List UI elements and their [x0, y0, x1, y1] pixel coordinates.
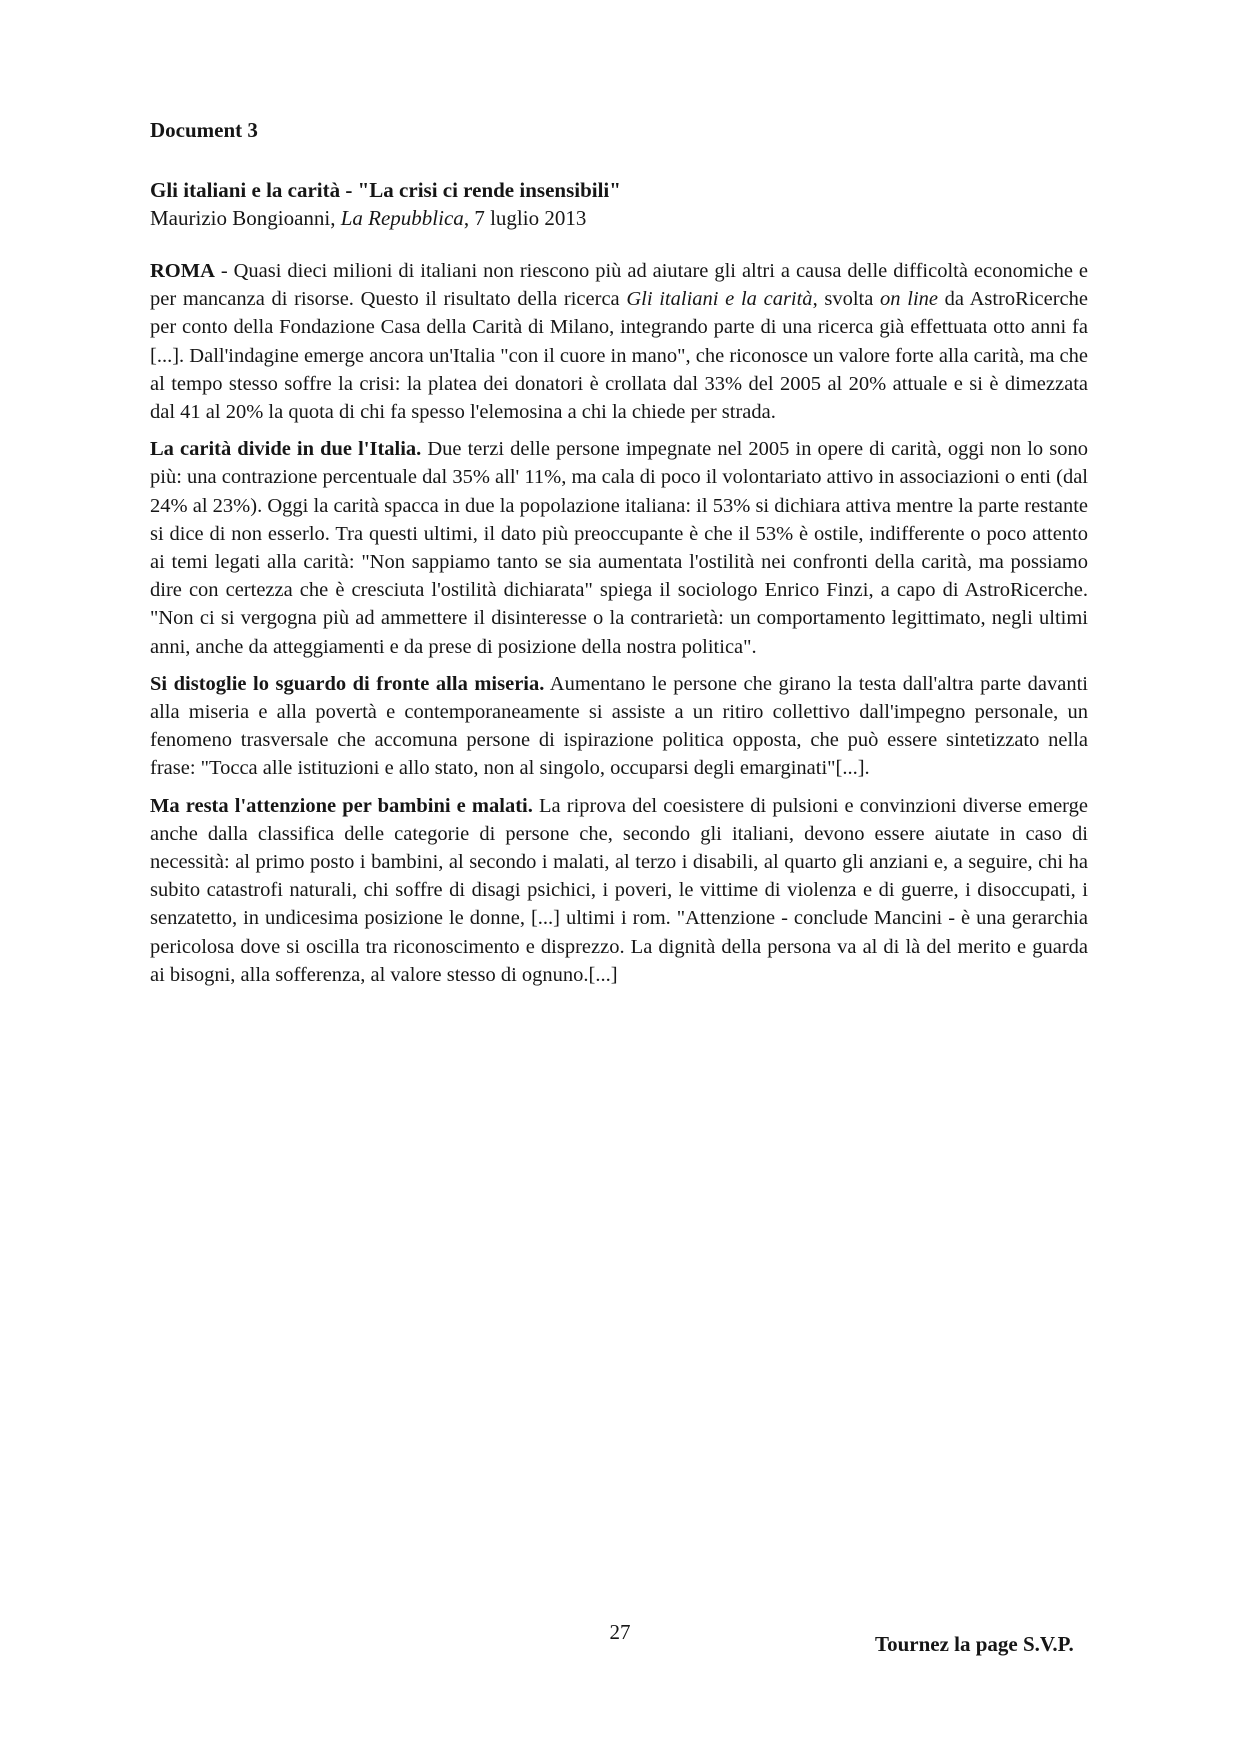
article-title: Gli italiani e la carità - "La crisi ci rende insensibili": [150, 178, 621, 202]
article-byline: [150, 205, 586, 231]
paragraph-text: Due terzi delle persone impegnate nel 2005 in opere di carità, oggi non lo sono più: una contrazione percentuale dal 35% all' 11%, ma cala di poco il volontariato attivo in associazioni o enti (dal 24% al 23%). Oggi la carità spacca in due la popolazione italiana: il 53% si dichiara attiva mentre la parte restante si dice di non esserlo. Tra questi ultimi, il dato più preoccupante è che il 53% è ostile, indifferente o poco attento ai temi legati alla carità: "Non sappiamo tanto se sia aumentata l'ostilità nei confronti della carità, ma possiamo dire con certezza che è cresciuta l'ostilità dichiarata" spiega il sociologo Enrico Finzi, a capo di AstroRicerche. "Non ci si vergogna più ad ammettere il disinteresse o la contrarietà: un comportamento legittimato, negli ultimi anni, anche da atteggiamenti e da prese di posizione della nostra politica".: [150, 438, 1088, 658]
paragraph-text: da AstroRicerche per conto della Fondazione Casa della Carità di Milano, integrando parte di una ricerca già effettuata otto anni fa [...]. Dall'indagine emerge ancora un'Italia "con il cuore in mano", che riconosce un valore forte alla carità, ma che al tempo stesso soffre la crisi: la platea dei donatori è crollata dal 33% del 2005 al 20% attuale e si è dimezzata dal 41 al 20% la quota di chi fa spesso l'elemosina a chi la chiede per strada.: [150, 288, 1088, 424]
paragraph-divide: [150, 435, 1088, 661]
paragraph-bambini: [150, 792, 1088, 989]
paragraph-text: - Quasi dieci milioni di italiani non riescono più ad aiutare gli altri a causa delle difficoltà economiche e per mancanza di risorse. Questo il risultato della ricerca: [150, 260, 1088, 311]
document-label: Document 3: [150, 118, 258, 142]
paragraph-lead: Ma resta l'attenzione per bambini e malati.: [150, 794, 533, 817]
turn-page-note: Tournez la page S.V.P.: [875, 1632, 1074, 1656]
paragraph-text: La riprova del coesistere di pulsioni e convinzioni diverse emerge anche dalla classifica delle categorie di persone che, secondo gli italiani, devono essere aiutate in caso di necessità: al primo posto i bambini, al secondo i malati, al terzo i disabili, al quarto gli anziani e, a seguire, chi ha subito catastrofi naturali, chi soffre di disagi psichici, i poveri, le vittime di violenza e di guerre, i disoccupati, i senzatetto, in undicesima posizione le donne, [...] ultimi i rom. "Attenzione - conclude Mancini - è una gerarchia pericolosa dove si oscilla tra riconoscimento e disprezzo. La dignità della persona va al di là del merito e guarda ai bisogni, alla sofferenza, al valore stesso di ognuno.[...]: [150, 794, 1088, 986]
page-number: 27: [609, 1620, 631, 1644]
paragraph-lead: ROMA: [150, 260, 215, 282]
study-title: Gli italiani e la carità: [626, 288, 813, 311]
paragraph-text: Aumentano le persone che girano la testa dall'altra parte davanti alla miseria e alla povertà e contemporaneamente si assiste a un ritiro collettivo dall'impegno personale, un fenomeno trasversale che accomuna persone di ispirazione politica opposta, che può essere sintetizzato nella frase: "Tocca alle istituzioni e allo stato, non al singolo, occuparsi degli emarginati"[...].: [150, 672, 1089, 780]
paragraph-roma: [150, 257, 1088, 426]
paragraph-sguardo: [150, 670, 1088, 783]
article-body: [150, 257, 1088, 998]
article-source: La Repubblica: [340, 206, 464, 230]
paragraph-lead: La carità divide in due l'Italia.: [150, 438, 422, 461]
paragraph-text: , svolta: [812, 288, 881, 311]
article-date: , 7 luglio 2013: [463, 206, 587, 230]
paragraph-lead: Si distoglie lo sguardo di fronte alla miseria.: [150, 672, 545, 695]
online-term: on line: [880, 288, 938, 311]
article-author: Maurizio Bongioanni,: [150, 206, 341, 230]
